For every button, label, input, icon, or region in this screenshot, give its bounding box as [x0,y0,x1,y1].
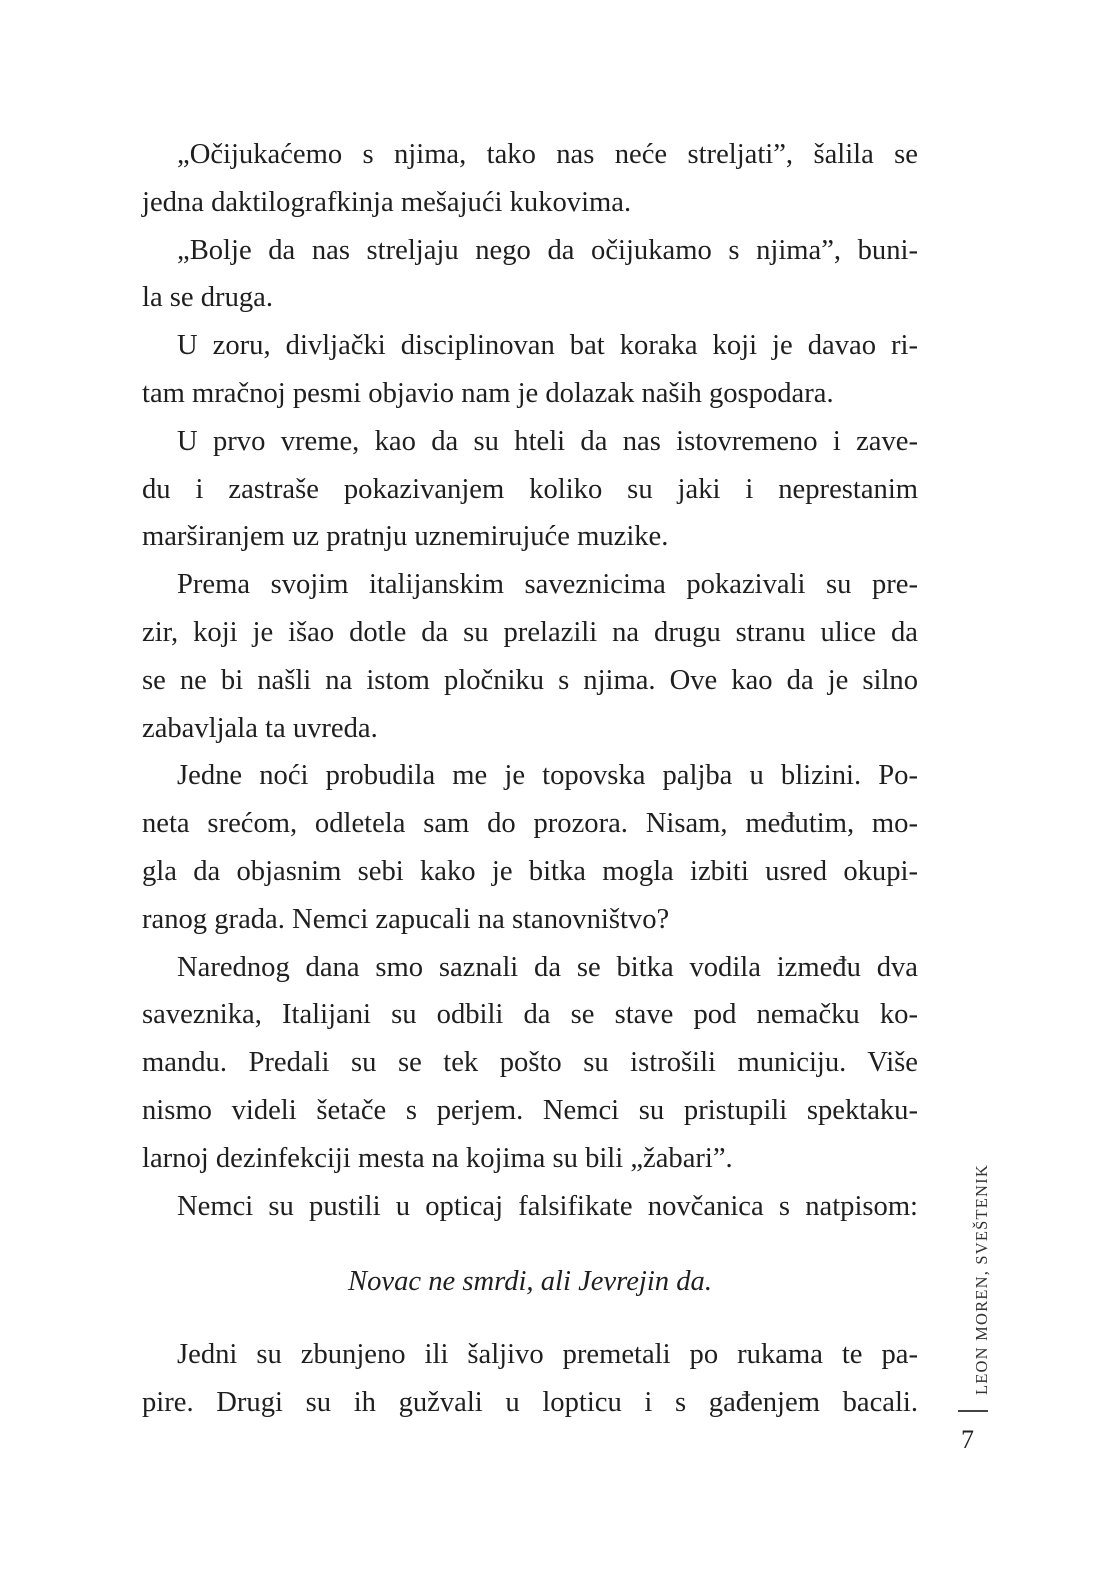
text-line: larnoj dezinfekciji mesta na kojima su bili „žabari”. [142,1142,733,1174]
text-line: neta srećom, odletela sam do prozora. Nisam, međutim, mo- [142,808,918,840]
text-line: tam mračnoj pesmi objavio nam je dolazak naših gospodara. [142,377,834,409]
running-head: LEON MOREN, SVEŠTENIK [972,1164,991,1395]
text-line: „Bolje da nas streljaju nego da očijukamo s njima”, buni- [177,234,918,266]
text-line: ranog grada. Nemci zapucali na stanovništvo? [142,903,670,935]
text-line: zabavljala ta uvreda. [142,712,378,744]
text-line: se ne bi našli na istom pločniku s njima. Ove kao da je silno [142,664,918,696]
text-line: Prema svojim italijanskim saveznicima pokazivali su pre- [177,569,918,601]
text-line: „Očijukaćemo s njima, tako nas neće streljati”, šalila se [177,139,918,170]
text-line: gla da objasnim sebi kako je bitka mogla izbiti usred okupi- [142,855,918,887]
text-line: la se druga. [142,282,274,314]
body-text-continued [142,1331,918,1427]
text-line: Jedne noći probudila me je topovska paljba u blizini. Po- [177,760,918,792]
text-line: nismo videli šetače s perjem. Nemci su pristupili spektaku- [142,1094,918,1126]
text-line: zir, koji je išao dotle da su prelazili na drugu stranu ulice da [142,616,918,648]
text-line: du i zastraše pokazivanjem koliko su jaki i neprestanim [142,473,918,505]
text-line: pire. Drugi su ih gužvali u lopticu i s gađenjem bacali. [142,1386,918,1418]
text-line: marširanjem uz pratnju uznemirujuće muzike. [142,521,669,553]
text-line: jedna daktilografkinja mešajući kukovima. [142,186,632,218]
text-line: Nemci su pustili u opticaj falsifikate novčanica s natpisom: [177,1190,918,1222]
text-line: mandu. Predali su se tek pošto su istrošili municiju. Više [142,1047,918,1079]
text-line: U zoru, divljački disciplinovan bat koraka koji je davao ri- [177,330,918,362]
text-line: U prvo vreme, kao da su hteli da nas istovremeno i zave- [177,425,918,457]
page-number: 7 [961,1425,974,1454]
text-line: saveznika, Italijani su odbili da se stave pod nemačku ko- [142,999,918,1031]
body-text [142,131,918,1230]
folio-divider [958,1410,988,1412]
text-line: Narednog dana smo saznali da se bitka vodila između dva [177,951,918,983]
italic-quote: Novac ne smrdi, ali Jevrejin da. [348,1266,712,1297]
text-line: Jedni su zbunjeno ili šaljivo premetali po rukama te pa- [177,1339,918,1370]
